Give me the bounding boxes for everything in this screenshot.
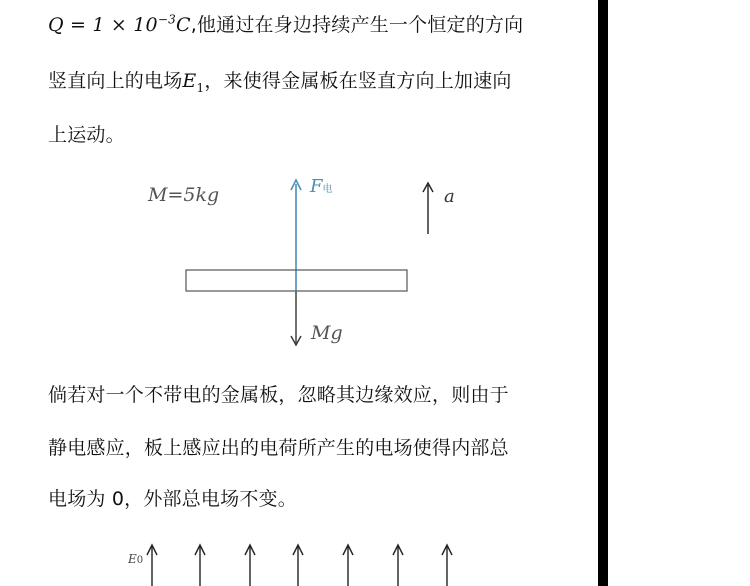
- acceleration-label: a: [444, 186, 455, 207]
- paragraph1-line3: 上运动。: [48, 124, 125, 146]
- paragraph2-line1: 倘若对一个不带电的金属板，忽略其边缘效应，则由于: [48, 384, 509, 406]
- charge-formula: $Q = 1 \times 10^{-3}C$: [48, 12, 191, 36]
- paragraph2-line2: 静电感应，板上感应出的电荷所产生的电场使得内部总: [48, 437, 509, 459]
- paragraph2-line3: 电场为 0，外部总电场不变。: [48, 488, 297, 510]
- field-symbol: $E_1$: [182, 70, 205, 95]
- field-label: E0: [128, 552, 144, 566]
- blank-margin: [608, 0, 750, 586]
- force-label: F电: [310, 176, 333, 197]
- page-divider-bar: [598, 0, 608, 586]
- gravity-label: Mg: [311, 322, 343, 344]
- paragraph1-line2: 竖直向上的电场$E_1$，来使得金属板在竖直方向上加速向: [48, 70, 512, 95]
- mass-label: M=5kg: [148, 184, 220, 206]
- paragraph1-line1: $Q = 1 \times 10^{-3}C$,他通过在身边持续产生一个恒定的方向: [48, 12, 524, 36]
- field-arrows: [147, 545, 452, 586]
